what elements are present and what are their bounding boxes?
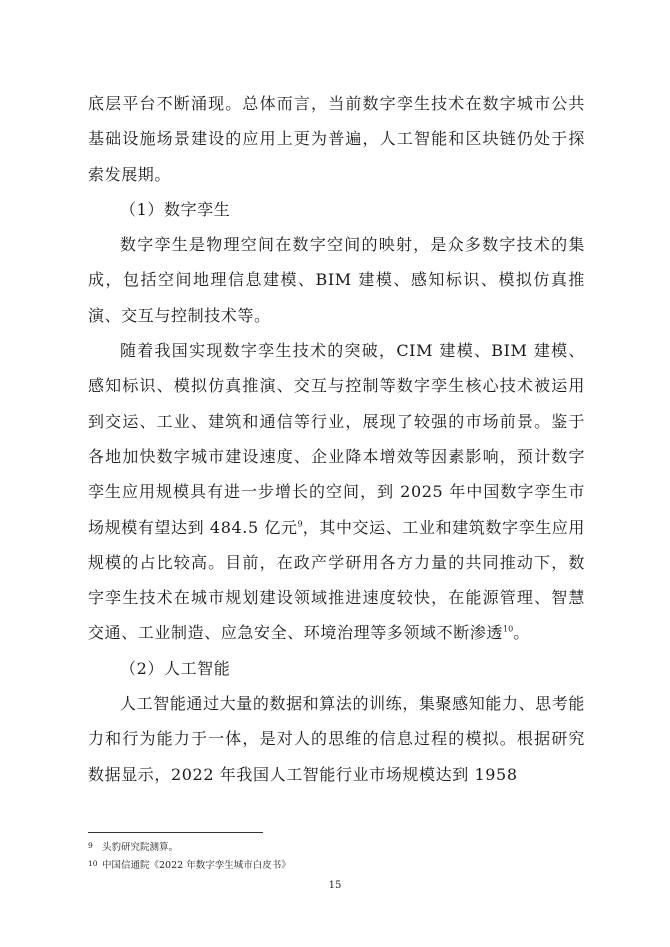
- footnote-mark: 10: [88, 859, 98, 868]
- paragraph-3: [88, 333, 585, 651]
- paragraph-1: 底层平台不断涌现。总体而言，当前数字孪生技术在数字城市公共基础设施场景建设的应用上更为普遍，人工智能和区块链仍处于探索发展期。: [88, 94, 585, 184]
- footnote-text: 头豹研究院测算。: [102, 842, 179, 853]
- section-heading-digital-twin: （1）数字孪生: [120, 199, 231, 219]
- section-heading-ai: （2）人工智能: [120, 658, 231, 678]
- footnote-ref-9: 9: [297, 519, 303, 529]
- paragraph-3-part-b: ，其中交运、工业和建筑数字孪生应用规模的占比较高。目前，在政产学研用各方力量的共同推动下，数字孪生技术在城市规划建设领域推进速度较快，在能源管理、智慧交通、工业制造、应急安全、环境治理等多领域不断渗透: [88, 517, 586, 643]
- paragraph-2: 数字孪生是物理空间在数字空间的映射，是众多数字技术的集成，包括空间地理信息建模、BIM 建模、感知标识、模拟仿真推演、交互与控制技术等。: [88, 235, 585, 325]
- footnote-ref-10: 10: [503, 625, 514, 635]
- footnote-item: [88, 856, 585, 874]
- paragraph-3-part-c: 。: [513, 623, 530, 643]
- footnote-text: 中国信通院《2022 年数字孪生城市白皮书》: [102, 860, 291, 871]
- paragraph-4: 人工智能通过大量的数据和算法的训练，集聚感知能力、思考能力和行为能力于一体，是对人的思维的信息过程的模拟。根据研究数据显示，2022 年我国人工智能行业市场规模达到 1958: [88, 694, 585, 784]
- footnotes: [88, 838, 585, 874]
- footnote-mark: 9: [88, 841, 93, 850]
- footnote-item: [88, 838, 585, 856]
- page-body: [88, 86, 585, 792]
- paragraph-3-part-a: 随着我国实现数字孪生技术的突破，CIM 建模、BIM 建模、感知标识、模拟仿真推演、交互与控制等数字孪生核心技术被运用到交运、工业、建筑和通信等行业，展现了较强的市场前景。鉴于各地加快数字城市建设速度、企业降本增效等因素影响，预计数字孪生应用规模具有进一步增长的空间，到 2025 年中国数字孪生市场规模有望达到 484.5 亿元: [88, 341, 585, 537]
- footnote-divider: [88, 832, 263, 833]
- page-number: 15: [328, 880, 342, 891]
